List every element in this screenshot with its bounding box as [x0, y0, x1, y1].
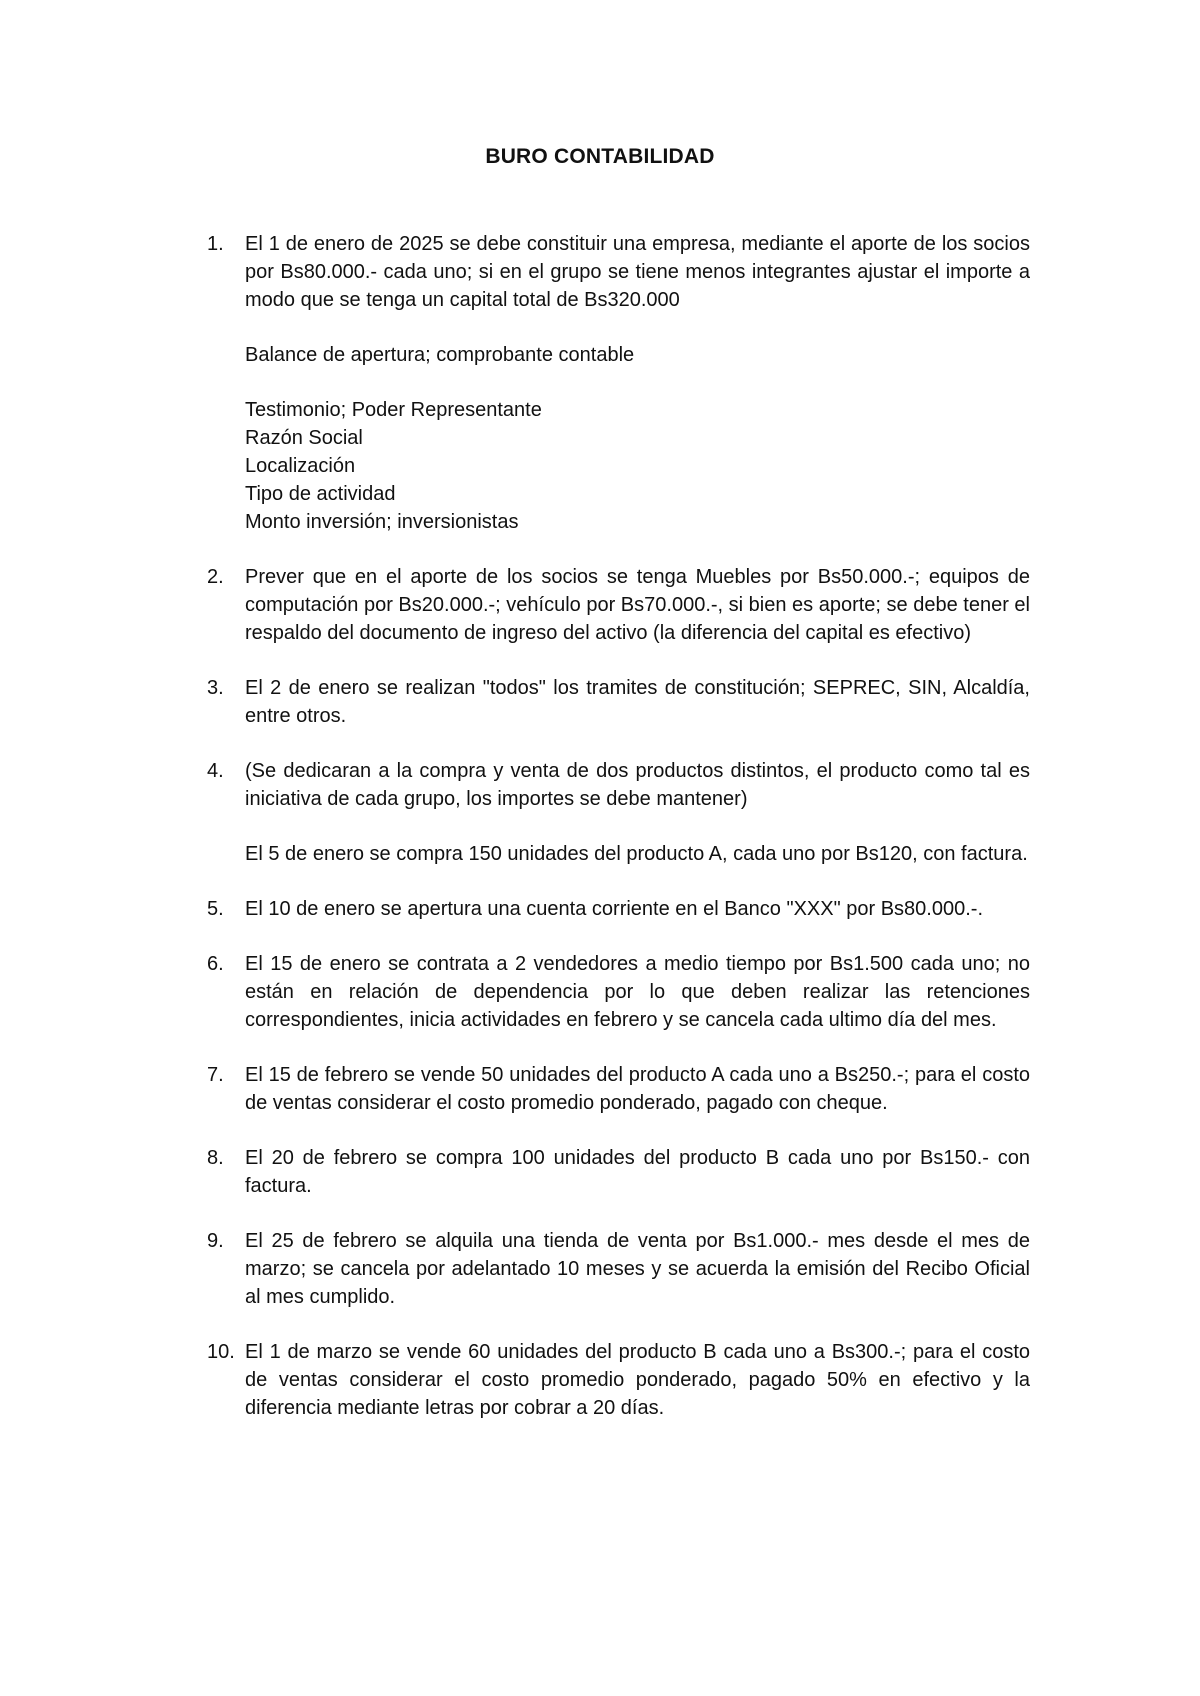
item-text: El 25 de febrero se alquila una tienda de venta por Bs1.000.- mes desde el mes de marzo; se cancela por adelantado 10 meses y se acuerda la emisión del Recibo Oficial al mes cumplido. — [245, 1230, 1030, 1308]
item-text: El 2 de enero se realizan "todos" los tramites de constitución; SEPREC, SIN, Alcaldía, entre otros. — [245, 677, 1030, 727]
item-number: 7. — [207, 1064, 224, 1086]
list-item — [0, 674, 1200, 730]
item-text: El 1 de enero de 2025 se debe constituir una empresa, mediante el aporte de los socios por Bs80.000.- cada uno; si en el grupo se tiene menos integrantes ajustar el importe a modo que se tenga un capital total de Bs320.000 — [245, 233, 1030, 311]
item-text: (Se dedicaran a la compra y venta de dos productos distintos, el producto como tal es iniciativa de cada grupo, los importes se debe mantener) — [245, 760, 1030, 810]
list-item — [0, 1338, 1200, 1422]
item-subtext: El 5 de enero se compra 150 unidades del producto A, cada uno por Bs120, con factura. — [245, 843, 1028, 865]
list-item — [0, 895, 1200, 923]
list-item — [0, 950, 1200, 1034]
list-item — [0, 1061, 1200, 1117]
requirement-line: Localización — [245, 455, 356, 477]
item-text: El 15 de enero se contrata a 2 vendedores a medio tiempo por Bs1.500 cada uno; no están en relación de dependencia por lo que deben realizar las retenciones correspondientes, inicia actividades en febrero y se cancela cada ultimo día del mes. — [245, 953, 1030, 1031]
item-number: 4. — [207, 760, 224, 782]
requirement-line: Razón Social — [245, 427, 363, 449]
item-text: El 15 de febrero se vende 50 unidades del producto A cada uno a Bs250.-; para el costo de ventas considerar el costo promedio ponderado, pagado con cheque. — [245, 1064, 1030, 1114]
list-item — [0, 563, 1200, 647]
exercise-list — [0, 230, 1200, 1449]
item-subtext: Balance de apertura; comprobante contable — [245, 344, 635, 366]
requirements-list — [245, 396, 1030, 536]
item-text: El 10 de enero se apertura una cuenta corriente en el Banco "XXX" por Bs80.000.-. — [245, 898, 983, 920]
requirement-line: Tipo de actividad — [245, 483, 396, 505]
item-number: 5. — [207, 898, 224, 920]
item-text: El 1 de marzo se vende 60 unidades del producto B cada uno a Bs300.-; para el costo de ventas considerar el costo promedio ponderado, pagado 50% en efectivo y la diferencia mediante letras por cobrar a 20 días. — [245, 1341, 1030, 1419]
document-title: BURO CONTABILIDAD — [485, 145, 715, 168]
item-number: 1. — [207, 233, 224, 255]
list-item — [0, 1144, 1200, 1200]
list-item — [0, 230, 1200, 536]
item-number: 6. — [207, 953, 224, 975]
list-item — [0, 1227, 1200, 1311]
item-number: 8. — [207, 1147, 224, 1169]
list-item — [0, 757, 1200, 868]
requirement-line: Testimonio; Poder Representante — [245, 399, 542, 421]
item-number: 2. — [207, 566, 224, 588]
requirement-line: Monto inversión; inversionistas — [245, 511, 519, 533]
item-text: El 20 de febrero se compra 100 unidades del producto B cada uno por Bs150.- con factura. — [245, 1147, 1030, 1197]
item-number: 3. — [207, 677, 224, 699]
item-text: Prever que en el aporte de los socios se tenga Muebles por Bs50.000.-; equipos de computación por Bs20.000.-; vehículo por Bs70.000.-, si bien es aporte; se debe tener el respaldo del documento de ingreso del activo (la diferencia del capital es efectivo) — [245, 566, 1030, 644]
item-number: 9. — [207, 1230, 224, 1252]
item-number: 10. — [207, 1341, 235, 1363]
